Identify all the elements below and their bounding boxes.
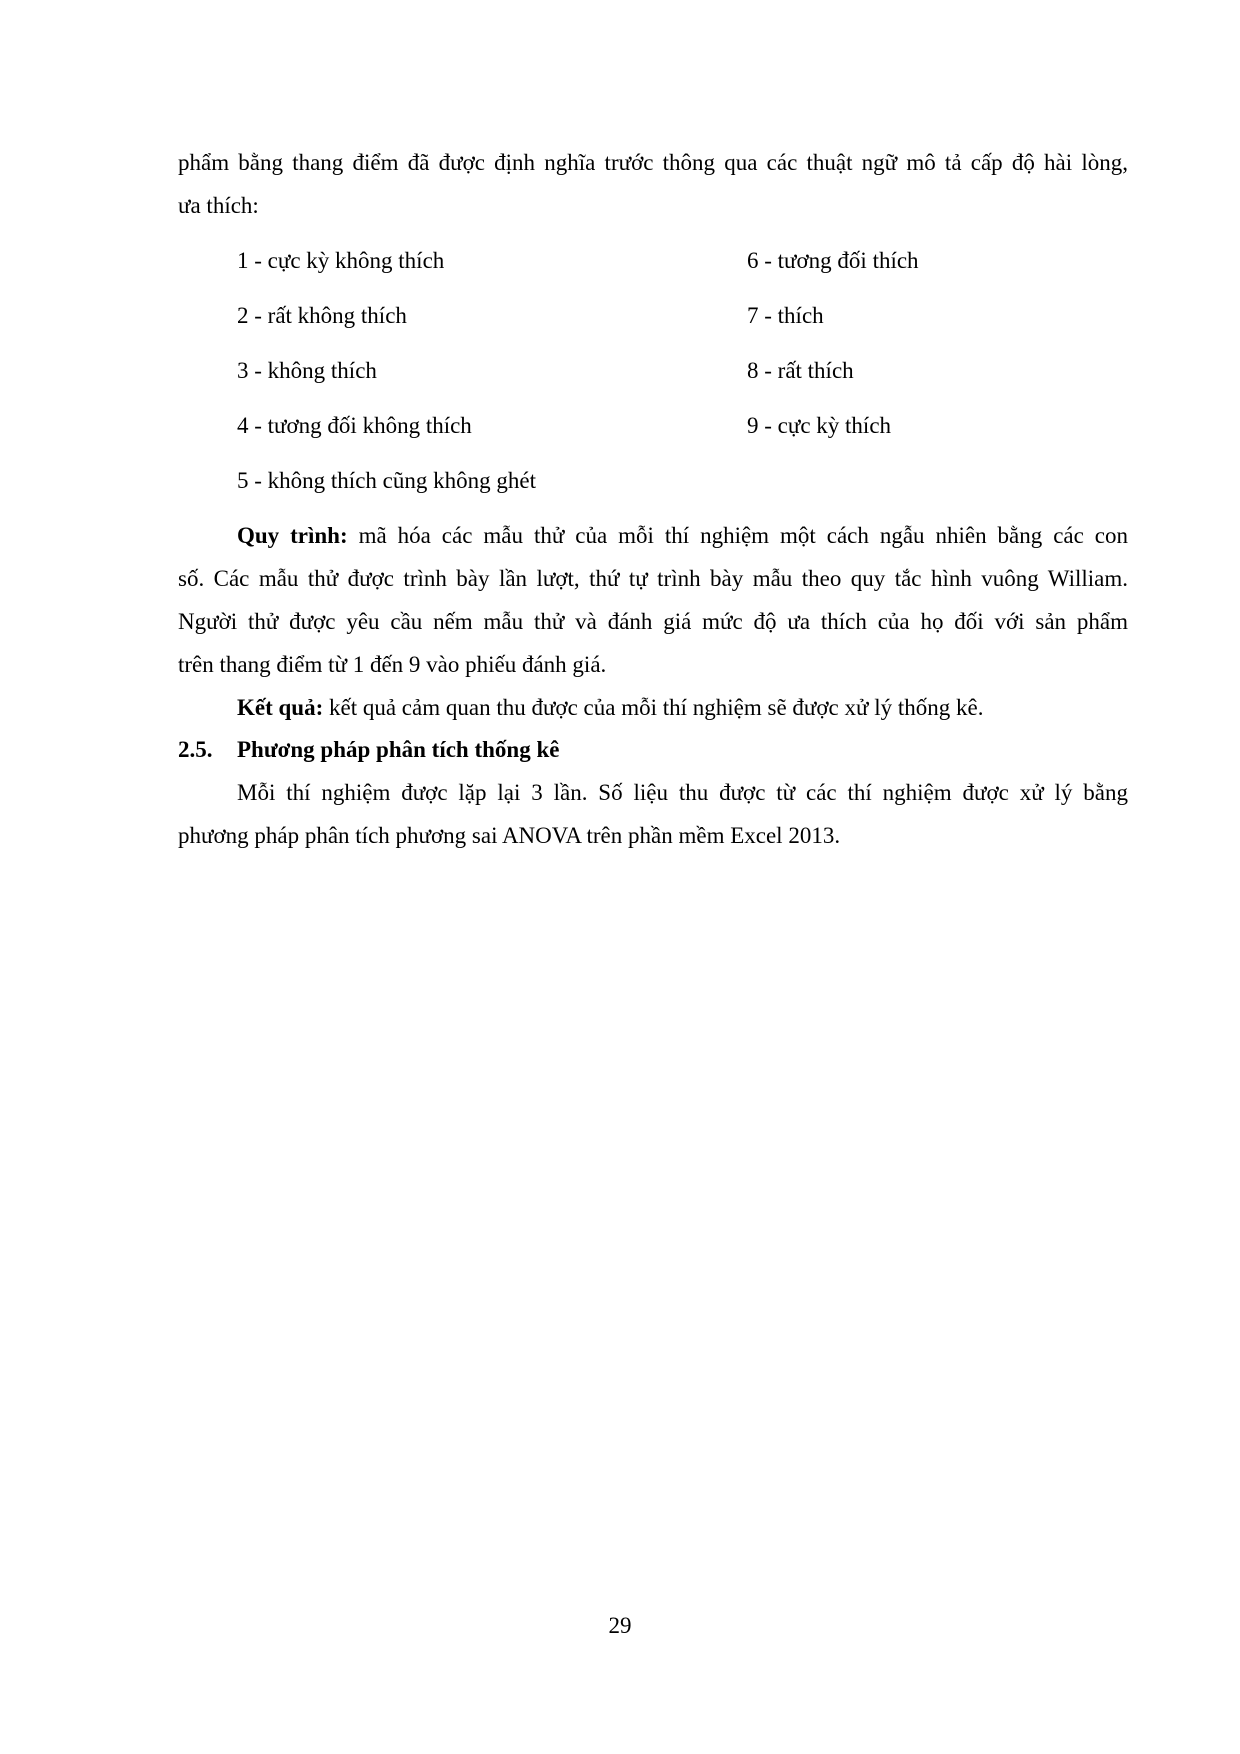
intro-line-2: ưa thích: <box>178 193 259 218</box>
scale-item-3: 3 - không thích <box>237 358 377 383</box>
procedure-text-1: mã hóa các mẫu thử của mỗi thí nghiệm một cách ngẫu nhiên bằng các con <box>358 523 1128 548</box>
scale-item-9: 9 - cực kỳ thích <box>747 413 892 438</box>
result-line <box>237 693 1128 723</box>
scale-item-6: 6 - tương đối thích <box>747 248 919 273</box>
procedure-line-3: Người thử được yêu cầu nếm mẫu thử và đánh giá mức độ ưa thích của họ đối với sản phẩm <box>178 609 1128 634</box>
scale-item-8: 8 - rất thích <box>747 358 854 383</box>
section-line-1: Mỗi thí nghiệm được lặp lại 3 lần. Số liệu thu được từ các thí nghiệm được xử lý bằng <box>237 780 1128 805</box>
section-line-2: phương pháp phân tích phương sai ANOVA trên phần mềm Excel 2013. <box>178 823 841 848</box>
scale-item-5: 5 - không thích cũng không ghét <box>237 468 536 493</box>
procedure-label: Quy trình: <box>237 523 348 548</box>
procedure-line-1 <box>237 521 1128 551</box>
section-heading <box>178 735 559 765</box>
procedure-line-2: số. Các mẫu thử được trình bày lần lượt, thứ tự trình bày mẫu theo quy tắc hình vuông William. <box>178 566 1128 591</box>
result-label: Kết quả: <box>237 695 324 720</box>
page-number: 29 <box>608 1613 632 1638</box>
section-number: 2.5. <box>178 737 213 762</box>
scale-item-1: 1 - cực kỳ không thích <box>237 248 445 273</box>
procedure-line-4: trên thang điểm từ 1 đến 9 vào phiếu đánh giá. <box>178 652 607 677</box>
intro-line-1: phẩm bằng thang điểm đã được định nghĩa trước thông qua các thuật ngữ mô tả cấp độ hài lòng, <box>178 150 1128 175</box>
scale-item-7: 7 - thích <box>747 303 824 328</box>
scale-item-2: 2 - rất không thích <box>237 303 407 328</box>
section-title: Phương pháp phân tích thống kê <box>237 737 560 762</box>
result-text: kết quả cảm quan thu được của mỗi thí nghiệm sẽ được xử lý thống kê. <box>329 695 984 720</box>
scale-item-4: 4 - tương đối không thích <box>237 413 472 438</box>
